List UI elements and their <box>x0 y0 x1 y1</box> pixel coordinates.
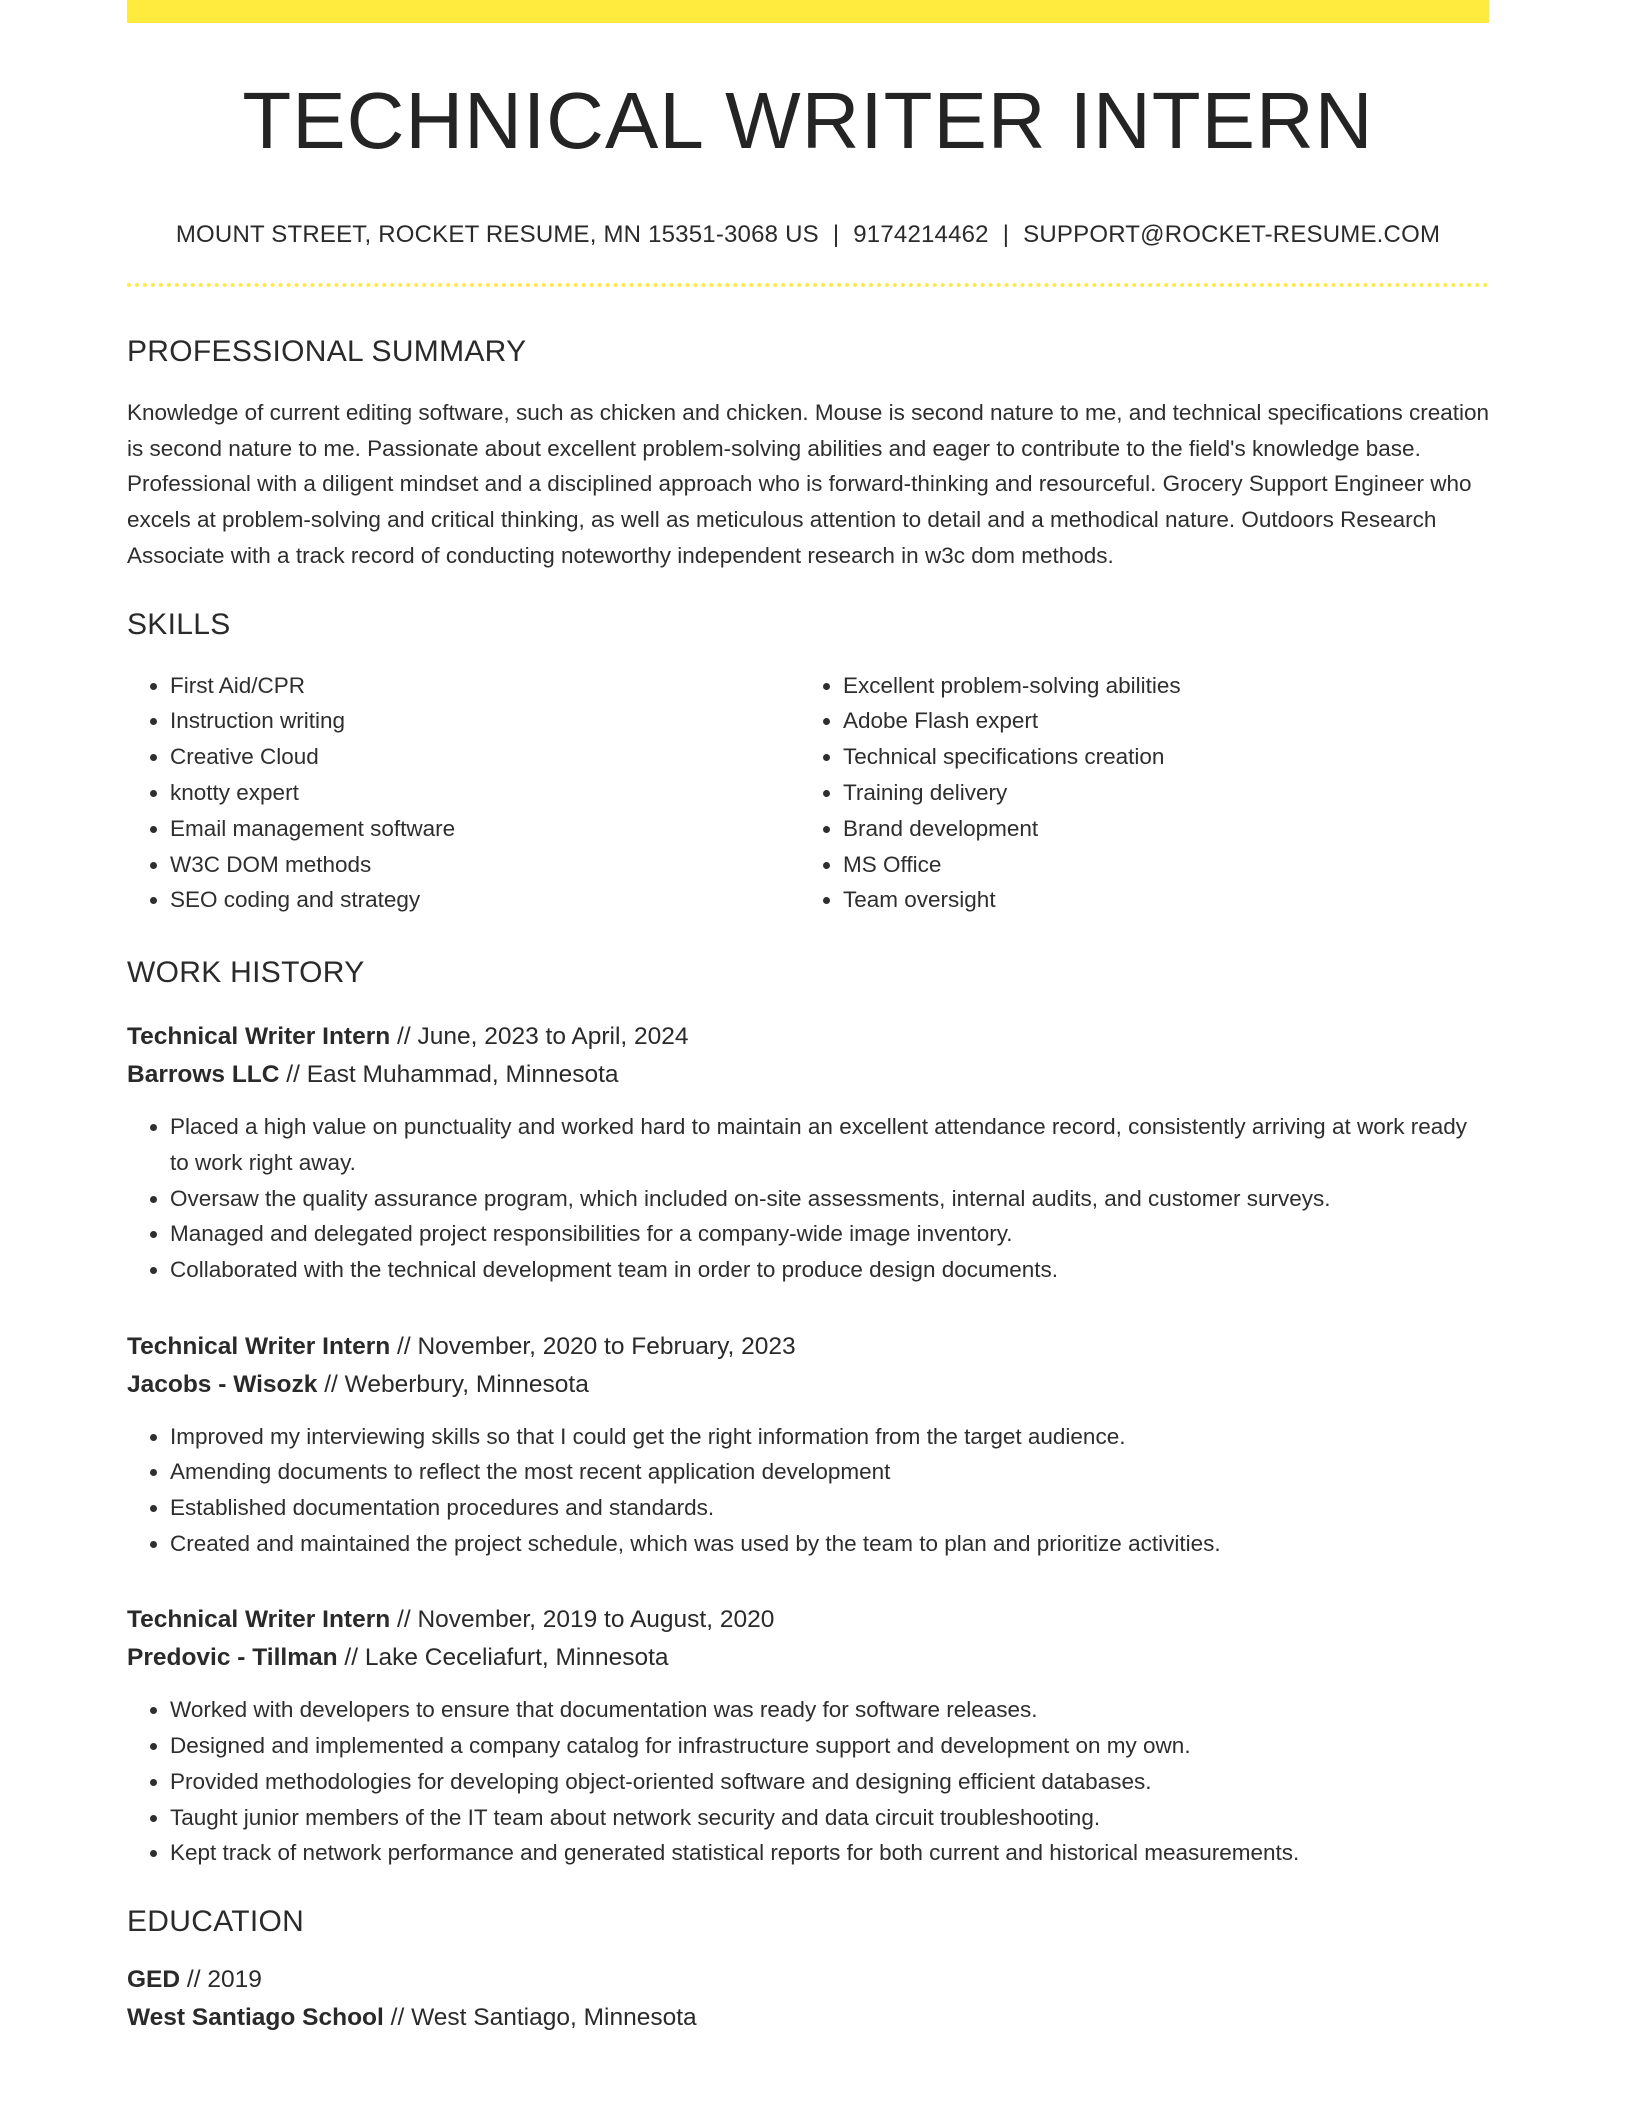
job-dates: November, 2020 to February, 2023 <box>417 1332 796 1360</box>
job-location: Weberbury, Minnesota <box>344 1370 589 1398</box>
job-role: Technical Writer Intern <box>127 1332 391 1360</box>
resume-page <box>127 0 1489 2037</box>
job-role-line <box>127 1328 1489 1366</box>
skill-item: • MS Office <box>843 847 1473 883</box>
skill-item: • Team oversight <box>843 882 1473 918</box>
job-separator: // <box>286 1061 300 1089</box>
education-entry <box>127 1961 1489 2037</box>
education-school-line <box>127 1999 1489 2037</box>
job-bullet: • Improved my interviewing skills so that I could get the right information from the target audience. <box>170 1419 1489 1455</box>
job-bullet: • Collaborated with the technical development team in order to produce design documents. <box>170 1252 1489 1288</box>
contact-separator: | <box>832 221 840 248</box>
contact-phone[interactable]: 9174214462 <box>853 221 989 248</box>
job-role: Technical Writer Intern <box>127 1023 391 1051</box>
contact-email[interactable]: SUPPORT@ROCKET-RESUME.COM <box>1023 221 1441 248</box>
job-role: Technical Writer Intern <box>127 1606 391 1634</box>
header-divider <box>127 283 1489 287</box>
job-bullet: • Amending documents to reflect the most recent application development <box>170 1454 1489 1490</box>
contact-separator: | <box>1002 221 1010 248</box>
skill-item: • Excellent problem-solving abilities <box>843 668 1473 704</box>
job-role-line <box>127 1601 1489 1639</box>
job-location: Lake Ceceliafurt, Minnesota <box>364 1644 669 1672</box>
job-bullets <box>127 1109 1489 1288</box>
job-company: Barrows LLC <box>127 1061 280 1089</box>
skill-item: • Brand development <box>843 811 1473 847</box>
education-heading: EDUCATION <box>127 1904 305 1938</box>
job-bullets <box>127 1419 1489 1562</box>
job-bullet: • Designed and implemented a company catalog for infrastructure support and development on my own. <box>170 1728 1489 1764</box>
summary-heading: PROFESSIONAL SUMMARY <box>127 335 527 368</box>
skill-item: • Instruction writing <box>170 703 800 739</box>
job-bullet: • Oversaw the quality assurance program, which included on-site assessments, internal audits, and customer surveys. <box>170 1181 1489 1217</box>
job-company: Predovic - Tillman <box>127 1644 338 1672</box>
job-bullet: • Created and maintained the project schedule, which was used by the team to plan and prioritize activities. <box>170 1526 1489 1562</box>
job-dates: November, 2019 to August, 2020 <box>417 1606 775 1634</box>
job-bullet: • Managed and delegated project responsibilities for a company-wide image inventory. <box>170 1216 1489 1252</box>
job-separator: // <box>397 1023 411 1051</box>
job-role-line <box>127 1018 1489 1056</box>
job-company-line <box>127 1056 1489 1094</box>
skill-item: • Email management software <box>170 811 800 847</box>
job-entry <box>127 1601 1489 1871</box>
job-entry <box>127 1018 1489 1288</box>
job-bullet: • Established documentation procedures and standards. <box>170 1490 1489 1526</box>
skill-item: • Technical specifications creation <box>843 739 1473 775</box>
job-company-line <box>127 1366 1489 1404</box>
resume-title: TECHNICAL WRITER INTERN <box>242 76 1374 165</box>
education-location: West Santiago, Minnesota <box>411 2003 697 2031</box>
top-accent-bar <box>127 0 1489 23</box>
job-bullet: • Placed a high value on punctuality and worked hard to maintain an excellent attendance record, consistently arriving at work ready to work right away. <box>170 1109 1489 1180</box>
education-year: 2019 <box>207 1965 262 1993</box>
education-separator: // <box>390 2003 405 2031</box>
job-separator: // <box>397 1332 411 1360</box>
skill-item: • First Aid/CPR <box>170 668 800 704</box>
job-bullets <box>127 1692 1489 1871</box>
job-location: East Muhammad, Minnesota <box>306 1061 619 1089</box>
work-history-heading: WORK HISTORY <box>127 956 365 990</box>
education-degree-line <box>127 1961 1489 1999</box>
job-company-line <box>127 1639 1489 1677</box>
skill-item: • Adobe Flash expert <box>843 703 1473 739</box>
contact-address: MOUNT STREET, ROCKET RESUME, MN 15351-3068 US <box>175 221 819 248</box>
job-bullet: • Kept track of network performance and generated statistical reports for both current and historical measurements. <box>170 1835 1489 1871</box>
job-separator: // <box>344 1644 359 1672</box>
contact-line <box>127 223 1489 247</box>
skill-item: • knotty expert <box>170 775 800 811</box>
skills-heading: SKILLS <box>127 607 231 641</box>
job-bullet: • Provided methodologies for developing object-oriented software and designing efficient databases. <box>170 1764 1489 1800</box>
skills-list-left <box>127 668 800 919</box>
job-bullet: • Taught junior members of the IT team about network security and data circuit troubleshooting. <box>170 1800 1489 1836</box>
skill-item: • Training delivery <box>843 775 1473 811</box>
job-bullet: • Worked with developers to ensure that documentation was ready for software releases. <box>170 1692 1489 1728</box>
job-dates: June, 2023 to April, 2024 <box>417 1023 689 1051</box>
skills-list-right <box>800 668 1473 919</box>
skill-item: • Creative Cloud <box>170 739 800 775</box>
skill-item: • SEO coding and strategy <box>170 882 800 918</box>
summary-text: Knowledge of current editing software, such as chicken and chicken. Mouse is second nature to me, and technical specifications creation is second nature to me. Passionate about excellent problem-solving abilities and eager to contribute to the field's knowledge base. Professional with a diligent mindset and a disciplined approach who is forward-thinking and resourceful. Grocery Support Engineer who excels at problem-solving and critical thinking, as well as meticulous attention to detail and a methodical nature. Outdoors Research Associate with a track record of conducting noteworthy independent research in w3c dom methods. <box>127 400 1490 568</box>
job-entry <box>127 1328 1489 1562</box>
education-school: West Santiago School <box>127 2003 384 2031</box>
job-separator: // <box>324 1370 338 1398</box>
job-company: Jacobs - Wisozk <box>127 1370 318 1398</box>
skills-columns <box>127 668 1489 919</box>
education-separator: // <box>186 1965 201 1993</box>
job-separator: // <box>397 1606 411 1634</box>
skill-item: • W3C DOM methods <box>170 847 800 883</box>
education-degree: GED <box>127 1965 181 1993</box>
